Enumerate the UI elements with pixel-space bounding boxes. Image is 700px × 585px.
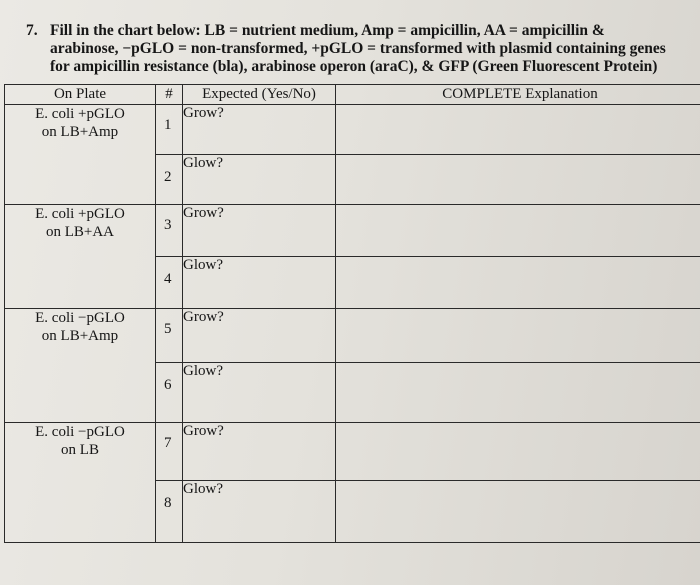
row-number: 6 bbox=[164, 377, 172, 393]
plate-strain: E. coli +pGLO bbox=[35, 106, 125, 122]
explanation-cell[interactable] bbox=[336, 155, 700, 205]
question-line-2: arabinose, −pGLO = non-transformed, +pGLO = transformed with plasmid containing genes bbox=[50, 40, 666, 57]
row-number-cell bbox=[156, 309, 183, 363]
row-number-cell bbox=[156, 155, 183, 205]
question-line-1: Fill in the chart below: LB = nutrient medium, Amp = ampicillin, AA = ampicillin & bbox=[50, 22, 605, 39]
explanation-cell[interactable] bbox=[336, 363, 700, 423]
plate-strain: E. coli +pGLO bbox=[35, 206, 125, 222]
expected-cell[interactable] bbox=[183, 309, 336, 363]
header-on-plate: On Plate bbox=[5, 85, 156, 105]
expected-prompt: Grow? bbox=[183, 105, 224, 121]
header-expected: Expected (Yes/No) bbox=[183, 85, 336, 105]
plate-medium: on LB+Amp bbox=[41, 328, 119, 344]
question-number: 7. bbox=[26, 22, 38, 39]
expected-prompt: Glow? bbox=[183, 257, 223, 273]
question-line-3: for ampicillin resistance (bla), arabinose operon (araC), & GFP (Green Fluorescent Protein) bbox=[50, 58, 658, 75]
expected-cell[interactable] bbox=[183, 155, 336, 205]
results-chart bbox=[4, 84, 700, 543]
plate-cell bbox=[5, 205, 156, 309]
plate-cell bbox=[5, 423, 156, 543]
expected-cell[interactable] bbox=[183, 423, 336, 481]
plate-strain: E. coli −pGLO bbox=[35, 424, 125, 440]
plate-medium: on LB bbox=[61, 442, 99, 458]
explanation-cell[interactable] bbox=[336, 481, 700, 543]
expected-cell[interactable] bbox=[183, 363, 336, 423]
row-number: 3 bbox=[164, 217, 172, 233]
row-number-cell bbox=[156, 363, 183, 423]
explanation-cell[interactable] bbox=[336, 309, 700, 363]
row-number: 8 bbox=[164, 495, 172, 511]
row-number-cell bbox=[156, 481, 183, 543]
explanation-cell[interactable] bbox=[336, 257, 700, 309]
table-row bbox=[5, 205, 700, 257]
row-number: 1 bbox=[164, 117, 172, 133]
row-number-cell bbox=[156, 257, 183, 309]
row-number: 7 bbox=[164, 435, 172, 451]
expected-prompt: Glow? bbox=[183, 481, 223, 497]
plate-strain: E. coli −pGLO bbox=[35, 310, 125, 326]
explanation-cell[interactable] bbox=[336, 423, 700, 481]
plate-medium: on LB+Amp bbox=[41, 124, 119, 140]
plate-cell bbox=[5, 309, 156, 423]
expected-prompt: Grow? bbox=[183, 423, 224, 439]
expected-cell[interactable] bbox=[183, 257, 336, 309]
row-number-cell bbox=[156, 423, 183, 481]
expected-prompt: Grow? bbox=[183, 205, 224, 221]
header-explanation: COMPLETE Explanation bbox=[336, 85, 700, 105]
row-number: 5 bbox=[164, 321, 172, 337]
table-row bbox=[5, 309, 700, 363]
expected-prompt: Glow? bbox=[183, 363, 223, 379]
table-row bbox=[5, 105, 700, 155]
row-number: 2 bbox=[164, 169, 172, 185]
expected-cell[interactable] bbox=[183, 205, 336, 257]
explanation-cell[interactable] bbox=[336, 105, 700, 155]
expected-prompt: Grow? bbox=[183, 309, 224, 325]
row-number-cell bbox=[156, 105, 183, 155]
row-number: 4 bbox=[164, 271, 172, 287]
explanation-cell[interactable] bbox=[336, 205, 700, 257]
row-number-cell bbox=[156, 205, 183, 257]
table-row bbox=[5, 423, 700, 481]
table-header-row bbox=[5, 85, 700, 105]
header-number: # bbox=[156, 85, 183, 105]
question-text bbox=[50, 22, 690, 76]
expected-cell[interactable] bbox=[183, 481, 336, 543]
expected-prompt: Glow? bbox=[183, 155, 223, 171]
plate-cell bbox=[5, 105, 156, 205]
plate-medium: on LB+AA bbox=[45, 224, 115, 240]
expected-cell[interactable] bbox=[183, 105, 336, 155]
